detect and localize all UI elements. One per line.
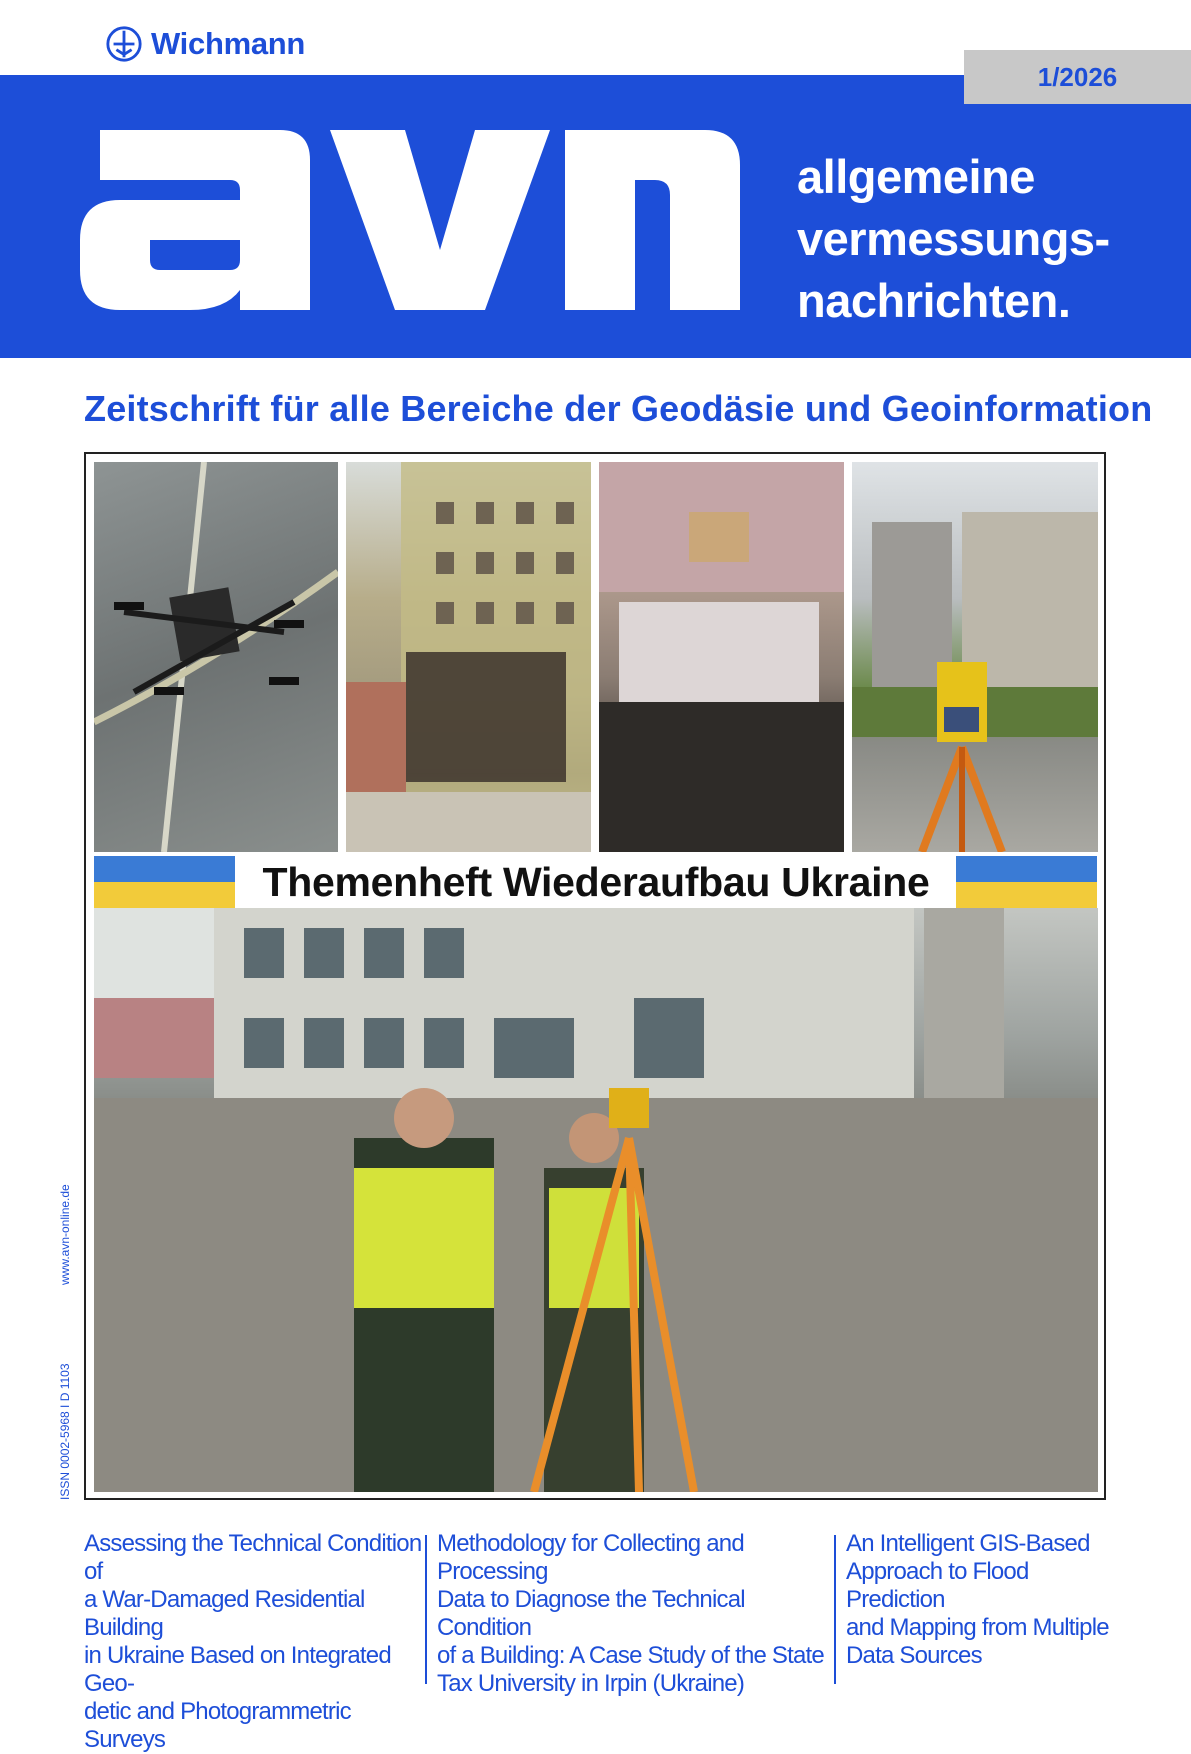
destroyed-facade-photo <box>599 462 844 852</box>
compass-logo-icon <box>105 25 143 63</box>
article-line: An Intelligent GIS-Based <box>846 1530 1090 1557</box>
avn-wordmark-logo <box>80 110 750 320</box>
website-url: www.avn-online.de <box>58 1184 72 1285</box>
publisher-name: Wichmann <box>151 26 306 61</box>
article-line: Assessing the Technical Condition of <box>84 1530 422 1585</box>
article-line: a War-Damaged Residential Building <box>84 1586 365 1641</box>
ukraine-flag-right <box>956 856 1097 908</box>
tagline-line: nachrichten. <box>797 274 1071 327</box>
article-teaser-1[interactable] <box>84 1530 424 1754</box>
surveyors-rubble-photo <box>94 908 1098 1492</box>
issue-number: 1/2026 <box>1037 61 1118 92</box>
side-info <box>58 1160 80 1500</box>
masthead-tagline <box>797 146 1110 332</box>
article-line: and Mapping from Multiple <box>846 1614 1109 1641</box>
issue-badge <box>964 50 1191 104</box>
article-line: Data Sources <box>846 1642 982 1669</box>
article-line: Data to Diagnose the Technical Condition <box>437 1586 745 1641</box>
damaged-highrise-photo <box>346 462 591 852</box>
avn-dot <box>705 260 739 310</box>
article-teaser-2[interactable] <box>437 1530 837 1698</box>
article-line: Methodology for Collecting and Processing <box>437 1530 744 1585</box>
column-divider <box>425 1535 427 1684</box>
theme-title: Themenheft Wiederaufbau Ukraine <box>240 854 952 910</box>
article-line: in Ukraine Based on Integrated Geo- <box>84 1642 391 1697</box>
drone-photo <box>94 462 338 852</box>
journal-subtitle: Zeitschrift für alle Bereiche der Geodäsie und Geoinformation <box>84 388 1153 429</box>
ukraine-flag-left <box>94 856 235 908</box>
publisher-logo <box>105 24 305 64</box>
article-line: of a Building: A Case Study of the State <box>437 1642 824 1669</box>
article-teaser-3[interactable] <box>846 1530 1126 1670</box>
tagline-line: allgemeine <box>797 150 1035 203</box>
total-station-photo <box>852 462 1098 852</box>
tagline-line: vermessungs- <box>797 212 1110 265</box>
article-line: Tax University in Irpin (Ukraine) <box>437 1670 745 1697</box>
article-line: Approach to Flood Prediction <box>846 1558 1029 1613</box>
column-divider <box>834 1535 836 1684</box>
article-line: detic and Photogrammetric Surveys <box>84 1698 351 1753</box>
issn-code: ISSN 0002-5968 I D 1103 <box>58 1363 72 1500</box>
